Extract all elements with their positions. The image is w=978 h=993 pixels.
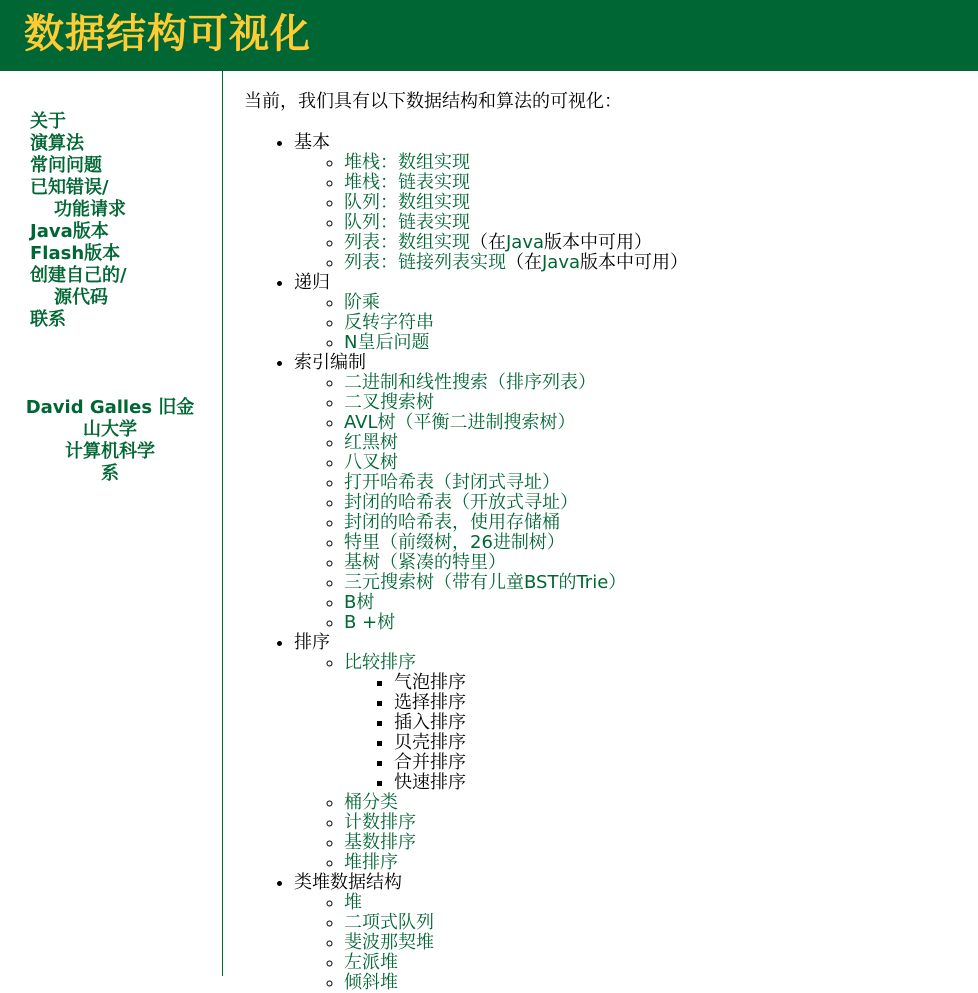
sub-algorithm-item[interactable]: ▪ 贝壳排序 bbox=[394, 733, 974, 753]
algorithm-link[interactable]: 封闭的哈希表（开放式寻址） bbox=[344, 492, 578, 513]
algorithm-link[interactable]: 队列：链表实现 bbox=[344, 212, 470, 233]
algorithm-link[interactable]: 三元搜索树（带有儿童BST的Trie） bbox=[344, 572, 627, 593]
java-version-link[interactable]: Java bbox=[542, 252, 581, 273]
algorithm-item bbox=[344, 173, 974, 193]
algorithm-item bbox=[344, 893, 974, 913]
algorithm-link[interactable]: 桶分类 bbox=[344, 792, 398, 813]
sidebar-link[interactable]: 常问问题 bbox=[30, 155, 102, 176]
algorithm-link[interactable]: 队列：数组实现 bbox=[344, 192, 470, 213]
algorithm-item bbox=[344, 533, 974, 553]
algorithm-item bbox=[344, 573, 974, 593]
sidebar bbox=[0, 71, 223, 976]
sidebar-link[interactable]: 已知错误/ 功能请求 bbox=[30, 177, 126, 220]
category-list bbox=[244, 133, 974, 993]
algorithm-item bbox=[344, 333, 974, 353]
algorithm-link[interactable]: 堆 bbox=[344, 892, 362, 913]
intro-text: 当前，我们具有以下数据结构和算法的可视化： bbox=[244, 91, 622, 112]
algorithm-link[interactable]: 堆排序 bbox=[344, 852, 398, 873]
algorithm-link[interactable]: 堆栈：链表实现 bbox=[344, 172, 470, 193]
algorithm-link[interactable]: 封闭的哈希表，使用存储桶 bbox=[344, 512, 560, 533]
algorithm-item bbox=[344, 473, 974, 493]
sidebar-link[interactable]: Java版本 bbox=[30, 221, 109, 242]
category-item: • 基本 ◦ 堆栈：数组实现 ◦ 堆栈：链表实现 ◦ 队列：数组实现 ◦ 队列：链表实现 ◦ 列表：数组实现（在Java版本中可用） ◦ 列表：链接列表实现（在Java版本中可用） bbox=[294, 133, 974, 273]
algorithm-item bbox=[344, 973, 974, 993]
credit-text bbox=[22, 397, 198, 485]
credit-line: 计算机科学 bbox=[65, 441, 155, 462]
category-item: • 索引编制 ◦ 二进制和线性搜索（排序列表） ◦ 二叉搜索树 ◦ AVL树（平衡二进制搜索树） ◦ 红黑树 ◦ 八叉树 ◦ 打开哈希表（封闭式寻址） ◦ 封闭的哈希表（开放式寻址） ◦ 封闭的哈希表，使用存储桶 ◦ 特里（前缀树，26进制树） ◦ 基树（紧凑的特里） ◦ 三元搜索树（带有儿童BST的Trie） ◦ B树 ◦ B +树 bbox=[294, 353, 974, 633]
main-content bbox=[244, 89, 974, 993]
algorithm-item bbox=[344, 213, 974, 233]
algorithm-item bbox=[344, 373, 974, 393]
sidebar-link[interactable]: 关于 bbox=[30, 111, 66, 132]
algorithm-item bbox=[344, 613, 974, 633]
algorithm-item bbox=[344, 833, 974, 853]
sub-algorithm-item[interactable]: ▪ 快速排序 bbox=[394, 773, 974, 793]
credit-line: 系 bbox=[101, 463, 119, 484]
category-item: • 递归 ◦ 阶乘 ◦ 反转字符串 ◦ N皇后问题 bbox=[294, 273, 974, 353]
algorithm-item bbox=[344, 953, 974, 973]
algorithm-link[interactable]: 八叉树 bbox=[344, 452, 398, 473]
sub-algorithm-item[interactable]: ▪ 插入排序 bbox=[394, 713, 974, 733]
java-version-link[interactable]: Java bbox=[506, 232, 545, 253]
algorithm-link[interactable]: 二进制和线性搜索（排序列表） bbox=[344, 372, 596, 393]
algorithm-link[interactable]: 列表：数组实现（在 bbox=[344, 232, 506, 253]
algorithm-item bbox=[344, 393, 974, 413]
algorithm-item bbox=[344, 313, 974, 333]
credit-line: David Galles 旧金 bbox=[25, 397, 195, 418]
algorithm-item bbox=[344, 913, 974, 933]
algorithm-item bbox=[344, 193, 974, 213]
algorithm-link[interactable]: 二叉搜索树 bbox=[344, 392, 434, 413]
algorithm-link[interactable]: B +树 bbox=[344, 612, 396, 633]
algorithm-link[interactable]: 堆栈：数组实现 bbox=[344, 152, 470, 173]
sub-algorithm-item[interactable]: ▪ 合并排序 bbox=[394, 753, 974, 773]
algorithm-item bbox=[344, 553, 974, 573]
sub-algorithm-item[interactable]: ▪ 选择排序 bbox=[394, 693, 974, 713]
algorithm-link[interactable]: B树 bbox=[344, 592, 375, 613]
algorithm-item bbox=[344, 453, 974, 473]
algorithm-link[interactable]: 列表：链接列表实现（在 bbox=[344, 252, 542, 273]
category-item: • 排序 ◦ 比较排序 ▪ 气泡排序 ▪ 选择排序 ▪ 插入排序 ▪ 贝壳排序 ▪ 合并排序 ▪ 快速排序 ◦ 桶分类 ◦ 计数排序 ◦ 基数排序 ◦ 堆排序 bbox=[294, 633, 974, 873]
category-item: • 类堆数据结构 ◦ 堆 ◦ 二项式队列 ◦ 斐波那契堆 ◦ 左派堆 ◦ 倾斜堆 bbox=[294, 873, 974, 993]
algorithm-item bbox=[344, 433, 974, 453]
algorithm-link[interactable]: N皇后问题 bbox=[344, 332, 430, 353]
algorithm-item bbox=[344, 933, 974, 953]
algorithm-link[interactable]: 特里（前缀树，26进制树） bbox=[344, 532, 565, 553]
algorithm-item: ◦ 列表：数组实现（在Java版本中可用） bbox=[344, 233, 974, 253]
algorithm-link[interactable]: 斐波那契堆 bbox=[344, 932, 434, 953]
sidebar-link[interactable]: 联系 bbox=[30, 309, 66, 330]
algorithm-item bbox=[344, 813, 974, 833]
algorithm-link[interactable]: 比较排序 bbox=[344, 652, 416, 673]
algorithm-item bbox=[344, 153, 974, 173]
algorithm-item: ◦ 列表：链接列表实现（在Java版本中可用） bbox=[344, 253, 974, 273]
sidebar-link[interactable]: 创建自己的/ 源代码 bbox=[30, 265, 127, 308]
algorithm-item bbox=[344, 413, 974, 433]
site-header bbox=[0, 0, 978, 71]
credit-line: 山大学 bbox=[83, 419, 137, 440]
algorithm-link[interactable]: 基数排序 bbox=[344, 832, 416, 853]
sub-algorithm-item[interactable]: ▪ 气泡排序 bbox=[394, 673, 974, 693]
algorithm-link[interactable]: 倾斜堆 bbox=[344, 972, 398, 993]
algorithm-item bbox=[344, 793, 974, 813]
algorithm-link[interactable]: AVL树（平衡二进制搜索树） bbox=[344, 412, 576, 433]
algorithm-item bbox=[344, 513, 974, 533]
sidebar-link[interactable]: 演算法 bbox=[30, 133, 84, 154]
algorithm-link[interactable]: 二项式队列 bbox=[344, 912, 434, 933]
algorithm-link[interactable]: 红黑树 bbox=[344, 432, 398, 453]
sidebar-link[interactable]: Flash版本 bbox=[30, 243, 121, 264]
algorithm-link[interactable]: 基树（紧凑的特里） bbox=[344, 552, 506, 573]
algorithm-link[interactable]: 左派堆 bbox=[344, 952, 398, 973]
algorithm-link[interactable]: 反转字符串 bbox=[344, 312, 434, 333]
site-title: 数据结构可视化 bbox=[24, 11, 311, 57]
algorithm-item bbox=[344, 493, 974, 513]
sidebar-nav bbox=[30, 111, 220, 331]
algorithm-item bbox=[344, 593, 974, 613]
algorithm-item bbox=[344, 653, 974, 793]
algorithm-item bbox=[344, 853, 974, 873]
algorithm-link[interactable]: 打开哈希表（封闭式寻址） bbox=[344, 472, 560, 493]
algorithm-item bbox=[344, 293, 974, 313]
algorithm-link[interactable]: 阶乘 bbox=[344, 292, 380, 313]
algorithm-link[interactable]: 计数排序 bbox=[344, 812, 416, 833]
